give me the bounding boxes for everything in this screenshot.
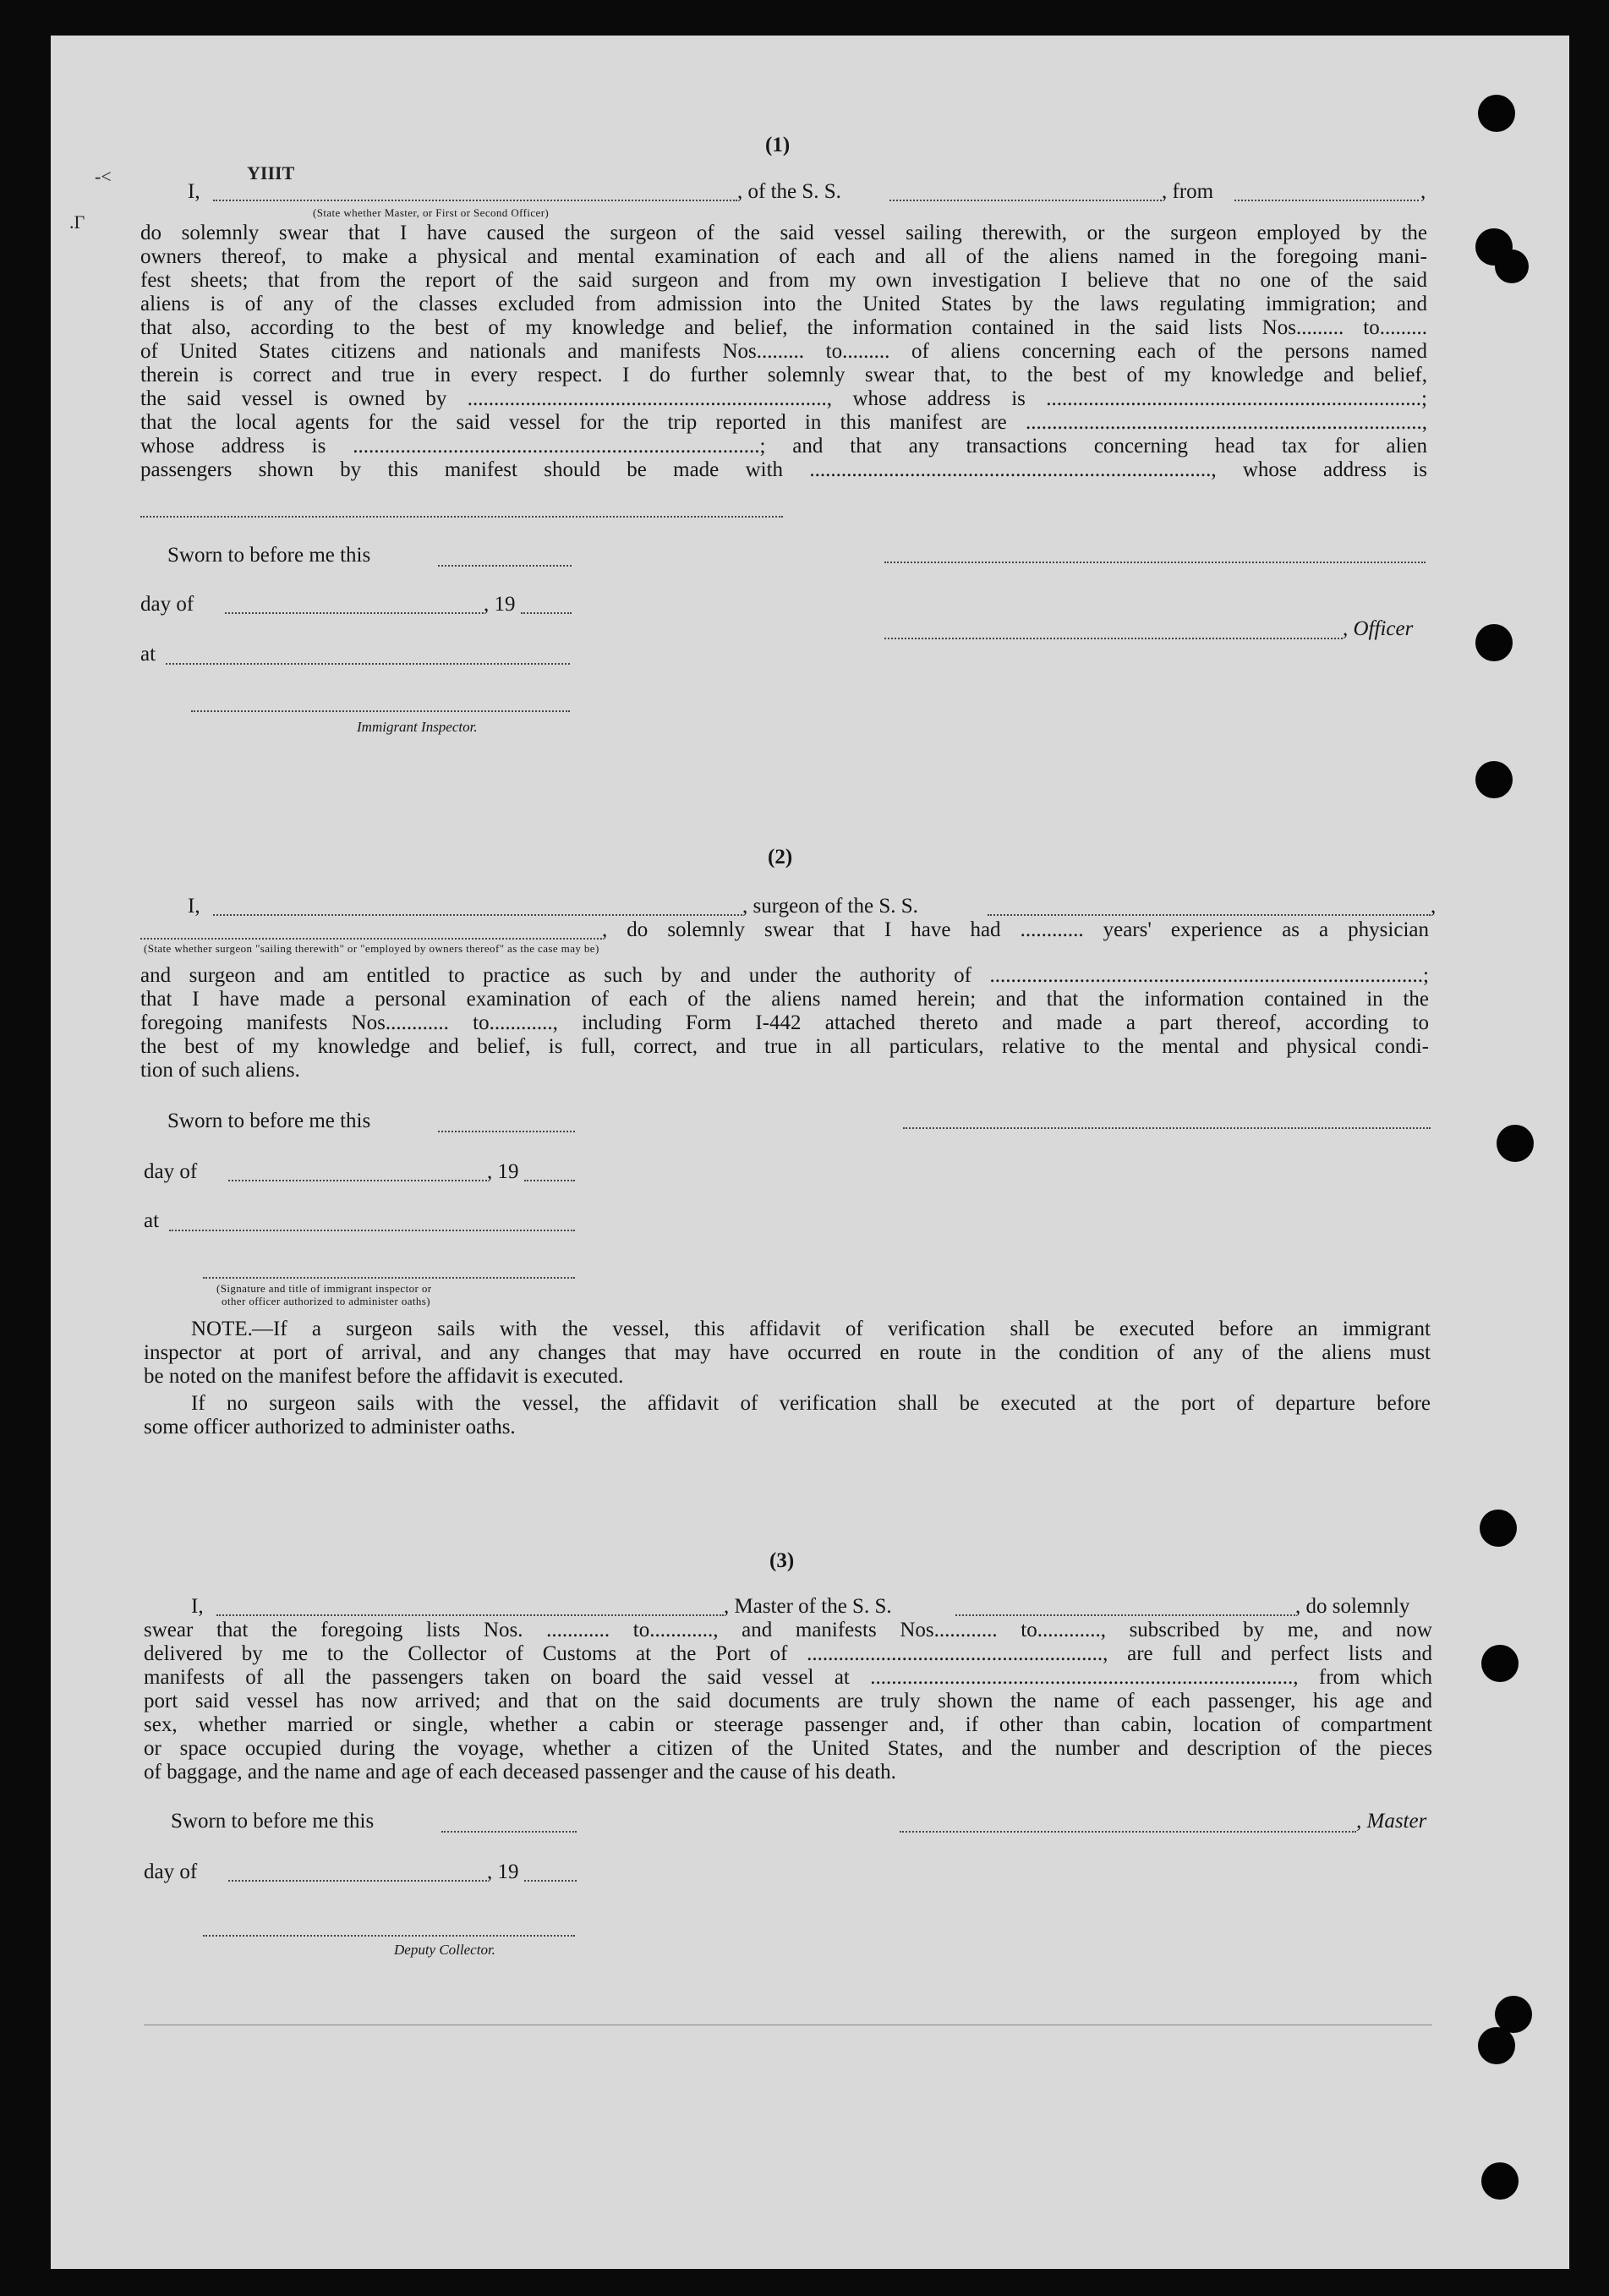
officer-signature-field[interactable] [884,562,1426,563]
surgeon-oath-line: and surgeon and am entitled to practice as such by and under the authority of ..................................................................................; [140,964,1429,987]
margin-mark: -< [95,166,112,187]
punch-hole [1475,624,1513,661]
punch-hole [1481,1645,1519,1682]
at-label-1: at [140,643,156,666]
section-number-2: (2) [768,846,793,869]
section-number-1: (1) [765,134,791,156]
oath-line: owners thereof, to make a physical and mental examination of each and all of the aliens named in the foregoing mani- [140,245,1427,268]
sworn-label-3: Sworn to before me this [171,1810,375,1833]
note-last-line: be noted on the manifest before the affidavit is executed. [144,1365,624,1388]
year-prefix-3: , 19 [487,1860,519,1883]
surgeon-vessel-field[interactable] [988,914,1431,916]
agent-address-field[interactable] [140,516,783,518]
day-of-label-1: day of [140,593,194,616]
note-label: NOTE. [191,1318,253,1340]
opening-i: I, [191,1595,204,1618]
master-name-field[interactable] [216,1614,724,1616]
oath-line: the said vessel is owned by ...................................................................., whose address is .......................................................................; [140,387,1427,410]
officer-label: , Officer [1343,617,1414,640]
punch-hole [1480,1510,1517,1547]
at-label-2: at [144,1209,160,1232]
master-oath-line: sex, whether married or single, whether a cabin or steerage passenger and, if other than cabin, location of compartment [144,1713,1432,1736]
officer-title-field[interactable] [884,638,1343,639]
punch-hole [1478,95,1515,132]
month-field-2[interactable] [228,1180,487,1181]
signature-caption: other officer authorized to administer oaths) [222,1295,430,1307]
oath-line: fest sheets; that from the report of the said surgeon and from my own investigation I believe that no one of the said [140,269,1427,292]
sworn-label-1: Sworn to before me this [167,544,371,567]
oath-line: passengers shown by this manifest should be made with ............................................................................, whose address is [140,458,1427,481]
do-solemnly-label: , do solemnly [1295,1595,1410,1618]
day-of-label-2: day of [144,1160,198,1183]
officer-name-field[interactable] [213,200,737,201]
oath-line: of United States citizens and nationals and manifests Nos......... to......... of aliens concerning each of the persons named [140,340,1427,363]
year-field-3[interactable] [524,1880,577,1882]
surgeon-oath-line: the best of my knowledge and belief, is full, correct, and true in all particulars, relative to the mental and physical condi- [140,1035,1429,1058]
master-vessel-field[interactable] [955,1614,1295,1616]
master-signature-field[interactable] [900,1831,1356,1833]
inspector-signature-field-2[interactable] [203,1277,575,1279]
master-oath-last-line: of baggage, and the name and age of each deceased passenger and the cause of his death. [144,1761,896,1784]
opening-i: I, [188,180,200,203]
margin-mark: .Γ [69,211,85,233]
day-of-label-3: day of [144,1860,198,1883]
year-field-1[interactable] [521,612,572,614]
master-oath-line: delivered by me to the Collector of Customs at the Port of ........................................................, are full and perfect lists and [144,1642,1432,1665]
note2-line: If no surgeon sails with the vessel, the affidavit of verification shall be executed at the port of departure before [191,1392,1431,1415]
master-of-label: , Master of the S. S. [724,1595,892,1618]
sworn-date-field-2[interactable] [438,1131,575,1132]
master-oath-line: manifests of all the passengers taken on board the said vessel at ................................................................................, from which [144,1666,1432,1689]
year-field-2[interactable] [524,1180,575,1181]
trailing-comma: , [1420,180,1426,203]
opening-i: I, [188,895,200,918]
trailing-comma: , [1431,895,1437,918]
surgeon-oath-line: foregoing manifests Nos............ to............, including Form I-442 attached thereto and made a part thereof, according to [140,1011,1429,1034]
master-oath-line: swear that the foregoing lists Nos. ............ to............, and manifests Nos............ to............, subscribed by me, and now [144,1619,1432,1641]
from-port-field[interactable] [1234,200,1419,201]
surgeon-experience-line: , do solemnly swear that I have had ............ years' experience as a physician [602,918,1429,941]
oath-line: aliens is of any of the classes excluded from admission into the United States by the laws regulating immigration; and [140,293,1427,315]
surgeon-status-field[interactable] [140,938,602,940]
surgeon-of-label: , surgeon of the S. S. [742,895,918,918]
of-the-ss-label: , of the S. S. [737,180,841,203]
surgeon-oath-last-line: tion of such aliens. [140,1059,300,1082]
signature-caption: (Signature and title of immigrant inspector or [216,1282,432,1295]
punch-hole [1497,1125,1534,1162]
collector-caption: Deputy Collector. [394,1942,495,1958]
sworn-label-2: Sworn to before me this [167,1110,371,1132]
oath-line: do solemnly swear that I have caused the surgeon of the said vessel sailing therewith, or the surgeon employed by the [140,222,1427,244]
officer-note: (State whether Master, or First or Second Officer) [313,206,550,219]
at-place-field-1[interactable] [166,663,570,665]
at-place-field-2[interactable] [169,1230,575,1231]
master-oath-line: or space occupied during the voyage, whether a citizen of the United States, and the number and description of the pieces [144,1737,1432,1760]
inspector-signature-field[interactable] [191,710,570,712]
oath-line: therein is correct and true in every respect. I do further solemnly swear that, to the best of my knowledge and belief, [140,364,1427,386]
punch-hole [1475,761,1513,798]
master-label: , Master [1356,1810,1427,1833]
punch-hole [1478,2027,1515,2064]
oath-line: that also, according to the best of my knowledge and belief, the information contained in the said lists Nos......... to......... [140,316,1427,339]
surgeon-signature-field[interactable] [903,1127,1431,1129]
month-field-3[interactable] [228,1880,487,1882]
sworn-date-field-1[interactable] [438,565,572,567]
section-number-3: (3) [769,1549,795,1572]
year-prefix-2: , 19 [487,1160,519,1183]
surgeon-oath-line: that I have made a personal examination of each of the aliens named herein; and that the information contained in the [140,988,1429,1011]
oath-line: whose address is .............................................................................; and that any transactions concerning head tax for alien [140,435,1427,458]
collector-signature-field[interactable] [203,1935,575,1937]
punch-hole [1481,2162,1519,2200]
surgeon-name-field[interactable] [213,914,742,916]
inspector-caption: Immigrant Inspector. [357,719,478,735]
vessel-name-field[interactable] [889,200,1162,201]
note-line: —If a surgeon sails with the vessel, this affidavit of verification shall be executed before an immigrant [252,1318,1431,1340]
from-label: , from [1162,180,1214,203]
stamp-text: YIIIT [247,162,295,184]
sailing-note: (State whether surgeon "sailing therewith" or "employed by owners thereof" as the case may be) [144,942,599,955]
master-oath-line: port said vessel has now arrived; and that on the said documents are truly shown the name of each passenger, his age and [144,1690,1432,1712]
oath-line: that the local agents for the said vessel for the trip reported in this manifest are ..........................................................................., [140,411,1427,434]
note-line: inspector at port of arrival, and any changes that may have occurred en route in the condition of any of the aliens must [144,1341,1431,1364]
year-prefix-1: , 19 [484,593,516,616]
month-field-1[interactable] [225,612,484,614]
sworn-date-field-3[interactable] [441,1831,577,1833]
note2-last-line: some officer authorized to administer oaths. [144,1416,516,1438]
punch-hole [1495,249,1529,283]
